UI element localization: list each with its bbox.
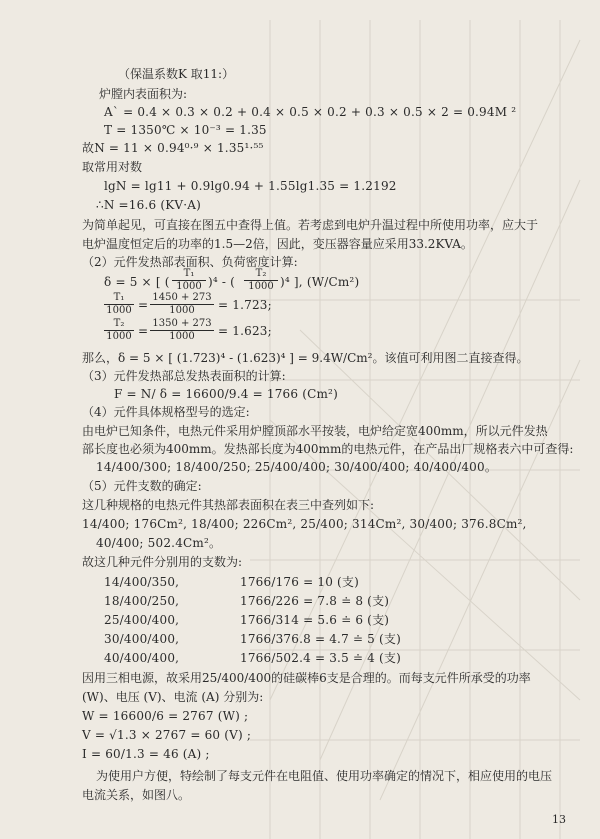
fraction: $\frac{\text{T₂}}{1000}$	[244, 268, 278, 293]
count-calc: 1766/502.4 = 3.5 ≐ 4 (支)	[240, 651, 401, 665]
equation-temperature: T = 1350℃ × 10⁻³ = 1.35	[104, 123, 267, 137]
count-spec: 25/400/400,	[104, 613, 180, 627]
section-heading: （4）元件具体规格型号的选定:	[82, 405, 250, 419]
count-spec: 30/400/400,	[104, 632, 180, 646]
text-line: 炉膛内表面积为:	[99, 87, 188, 101]
text-line: (W)、电压 (V)、电流 (A) 分别为:	[82, 690, 264, 704]
fraction: $\frac{1450 + 273}{1000}$	[150, 292, 214, 317]
spec-area-list: 14/400; 176Cm², 18/400; 226Cm², 25/400; 314Cm², 30/400; 376.8Cm²,	[82, 517, 527, 531]
equation-volts: V = √1.3 × 2767 = 60 (V) ;	[82, 728, 252, 742]
count-calc: 1766/176 = 10 (支)	[240, 575, 360, 589]
equation-amps: I = 60/1.3 = 46 (A) ;	[82, 747, 210, 761]
equation-t1: = 1.723;	[218, 298, 272, 312]
count-calc: 1766/376.8 = 4.7 ≐ 5 (支)	[240, 632, 401, 646]
equation-density-c: )⁴ ], (W/Cm²)	[280, 275, 360, 289]
count-spec: 14/400/350,	[104, 575, 180, 589]
count-spec: 18/400/250,	[104, 594, 180, 608]
text-line: 那么，δ = 5 × [ (1.723)⁴ - (1.623)⁴ ] = 9.4W/Cm²。该值可利用图二直接查得。	[82, 351, 529, 365]
equation-log: lgN = lg11 + 0.9lg0.94 + 1.55lg1.35 = 1.2192	[104, 179, 397, 193]
equation-power: 故N = 11 × 0.94⁰·⁹ × 1.35¹·⁵⁵	[82, 141, 264, 155]
text-line: 为简单起见，可直接在图五中查得上值。若考虑到电炉升温过程中所使用功率，应大于	[82, 218, 539, 232]
text-line: 电流关系，如图八。	[82, 788, 191, 802]
text-line: 电炉温度恒定后的功率的1.5—2倍，因此，变压器容量应采用33.2KVA。	[82, 237, 473, 251]
spec-area-list: 40/400; 502.4Cm²。	[96, 536, 222, 550]
count-calc: 1766/226 = 7.8 ≐ 8 (支)	[240, 594, 390, 608]
section-heading: （5）元件支数的确定:	[82, 479, 202, 493]
count-calc: 1766/314 = 5.6 ≐ 6 (支)	[240, 613, 390, 627]
text-line: （保温系数K 取11:）	[118, 67, 235, 81]
fraction: $\frac{1350 + 273}{1000}$	[150, 318, 214, 343]
equation-density-b: )⁴ - (	[208, 275, 236, 289]
equation-t2: = 1.623;	[218, 324, 272, 338]
text-line: 这几种规格的电热元件其热部表面积在表三中查列如下:	[82, 498, 375, 512]
section-heading: （2）元件发热部表面积、负荷密度计算:	[82, 255, 298, 269]
equation-result: ∴N =16.6 (KV·A)	[96, 198, 202, 212]
fraction: $\frac{\text{T₁}}{1000}$	[172, 268, 206, 293]
section-heading: （3）元件发热部总发热表面积的计算:	[82, 369, 286, 383]
equation-watts: W = 16600/6 = 2767 (W) ;	[82, 709, 249, 723]
fraction: $\frac{\text{T₂}}{1000}$	[104, 318, 134, 343]
spec-list: 14/400/300; 18/400/250; 25/400/400; 30/400/400; 40/400/400。	[96, 460, 498, 474]
text-line: 因用三相电源，故采用25/400/400的硅碳棒6支是合理的。而每支元件所承受的功率	[82, 671, 531, 685]
equation-density-a: δ = 5 × [ (	[104, 275, 170, 289]
text-line: 由电炉已知条件，电热元件采用炉膛顶部水平按装，电炉给定宽400mm，所以元件发热	[82, 424, 548, 438]
text-line: 故这几种元件分别用的支数为:	[82, 555, 243, 569]
page-number: 13	[552, 813, 566, 826]
count-spec: 40/400/400,	[104, 651, 180, 665]
text-line: 部长度也必须为400mm。发热部长度为400mm的电热元件，在产品出厂规格表六中可查得:	[82, 442, 574, 456]
text-line: 取常用对数	[82, 160, 143, 174]
text-line: 为使用户方便，特绘制了每支元件在电阻值、使用功率确定的情况下，相应使用的电压	[96, 769, 553, 783]
fraction: $\frac{\text{T₁}}{1000}$	[104, 292, 134, 317]
equation-area-total: F = N/ δ = 16600/9.4 = 1766 (Cm²)	[114, 387, 338, 401]
equation-area: A` = 0.4 × 0.3 × 0.2 + 0.4 × 0.5 × 0.2 + 0.3 × 0.5 × 2 = 0.94M ²	[104, 105, 517, 119]
